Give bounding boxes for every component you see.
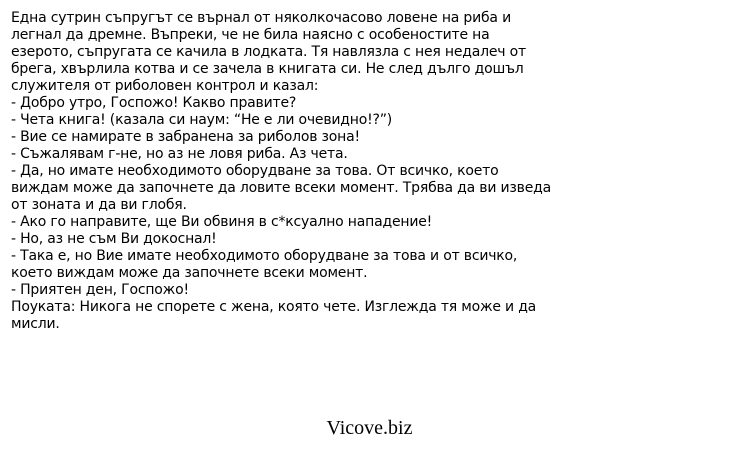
site-watermark: Vicove.biz [326, 417, 413, 439]
story-line: служителя от риболовен контрол и казал: [11, 78, 319, 94]
dialogue-line: от зоната и да ви глобя. [11, 197, 187, 213]
moral-line: Поуката: Никога не спорете с жена, която чете. Изглежда тя може и да [11, 299, 537, 315]
story-line: Една сутрин съпругът се върнал от няколкочасово ловене на риба и [11, 10, 511, 26]
dialogue-line: - Съжалявам г-не, но аз не ловя риба. Аз чета. [11, 146, 348, 162]
dialogue-line: - Но, аз не съм Ви докоснал! [11, 231, 217, 247]
dialogue-line: - Да, но имате необходимото оборудване за това. От всичко, което [11, 163, 499, 179]
dialogue-line: - Добро утро, Госпожо! Какво правите? [11, 95, 297, 111]
dialogue-line: - Така е, но Вие имате необходимото оборудване за това и от всичко, [11, 248, 518, 264]
dialogue-line: - Приятен ден, Госпожо! [11, 282, 189, 298]
dialogue-line: което виждам може да започнете всеки момент. [11, 265, 368, 281]
dialogue-line: - Ако го направите, ще Ви обвиня в с*ксуално нападение! [11, 214, 433, 230]
joke-text [11, 10, 731, 333]
dialogue-line: виждам може да започнете да ловите всеки момент. Трябва да ви изведа [11, 180, 551, 196]
moral-line: мисли. [11, 316, 60, 332]
story-line: брега, хвърлила котва и се зачела в книгата си. Не след дълго дошъл [11, 61, 524, 77]
dialogue-line: - Вие се намирате в забранена за риболов зона! [11, 129, 360, 145]
story-line: езерото, съпругата се качила в лодката. Тя навлязла с нея недалеч от [11, 44, 526, 60]
dialogue-line: - Чета книга! (казала си наум: “Не е ли очевидно!?”) [11, 112, 393, 128]
story-line: легнал да дремне. Въпреки, че не била наясно с особеностите на [11, 27, 490, 43]
